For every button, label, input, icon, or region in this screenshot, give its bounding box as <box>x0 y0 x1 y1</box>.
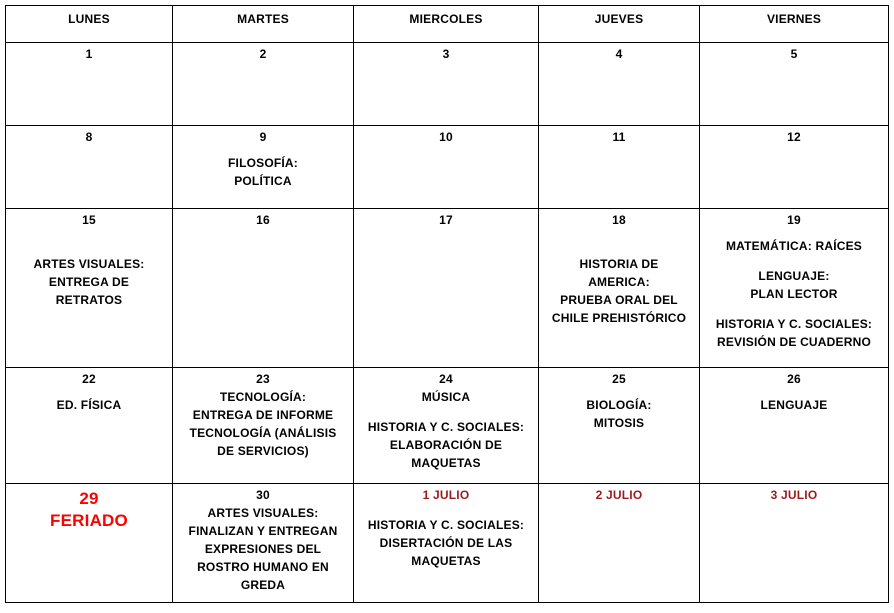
day-number: 15 <box>82 213 96 227</box>
day-cell <box>354 484 539 603</box>
event-line: FINALIZAN Y ENTREGAN <box>188 524 338 538</box>
day-cell <box>700 126 889 209</box>
event-line: DISERTACIÓN DE LAS <box>379 536 513 550</box>
day-number: 9 <box>259 130 267 144</box>
day-cell <box>354 209 539 368</box>
week-row <box>6 484 889 603</box>
day-number: 22 <box>82 372 96 386</box>
event-line: HISTORIA DE <box>579 257 659 271</box>
event-line: MITOSIS <box>593 416 645 430</box>
day-cell <box>700 368 889 484</box>
event-line: RETRATOS <box>55 293 123 307</box>
holiday-day-number: 29 <box>79 489 99 508</box>
event-line: ENTREGA DE INFORME <box>192 408 334 422</box>
event-line: HISTORIA Y C. SOCIALES: <box>715 317 873 331</box>
day-number-next-month: 2 JULIO <box>595 488 643 502</box>
event-line: MAQUETAS <box>411 456 481 470</box>
calendar-table <box>5 5 889 603</box>
event-line: ENTREGA DE <box>48 275 130 289</box>
day-cell <box>354 43 539 126</box>
day-number: 1 <box>85 47 93 61</box>
day-cell <box>539 43 700 126</box>
event-line: ARTES VISUALES: <box>33 257 145 271</box>
day-cell <box>700 484 889 603</box>
day-cell <box>173 126 354 209</box>
day-cell-holiday <box>6 484 173 603</box>
event-line: ED. FÍSICA <box>56 398 122 412</box>
day-cell <box>6 126 173 209</box>
event-line: POLÍTICA <box>234 174 292 188</box>
header-miercoles: MIERCOLES <box>354 6 539 43</box>
event-line: REVISIÓN DE CUADERNO <box>716 335 872 349</box>
day-number: 12 <box>787 130 801 144</box>
day-number: 10 <box>439 130 453 144</box>
day-number: 17 <box>439 213 453 227</box>
day-number: 25 <box>612 372 626 386</box>
event-line: MÚSICA <box>421 390 471 404</box>
day-cell <box>6 368 173 484</box>
day-number: 24 <box>439 372 453 386</box>
header-jueves: JUEVES <box>539 6 700 43</box>
day-cell <box>539 209 700 368</box>
week-row <box>6 126 889 209</box>
day-cell <box>700 43 889 126</box>
day-number: 4 <box>615 47 623 61</box>
event-line: PLAN LECTOR <box>750 287 838 301</box>
week-row <box>6 209 889 368</box>
event-line: TECNOLOGÍA (ANÁLISIS <box>189 426 337 440</box>
day-cell <box>700 209 889 368</box>
day-cell <box>539 368 700 484</box>
day-number: 19 <box>787 213 801 227</box>
day-number: 2 <box>259 47 267 61</box>
day-cell <box>6 209 173 368</box>
header-lunes: LUNES <box>6 6 173 43</box>
event-line: ELABORACIÓN DE <box>389 438 503 452</box>
header-row <box>6 6 889 43</box>
event-line: DE SERVICIOS) <box>217 444 309 458</box>
day-number: 16 <box>256 213 270 227</box>
event-line: MAQUETAS <box>411 554 481 568</box>
event-line: FILOSOFÍA: <box>228 156 298 170</box>
day-number: 5 <box>790 47 798 61</box>
day-number-next-month: 1 JULIO <box>422 488 470 502</box>
event-line: LENGUAJE: <box>758 269 830 283</box>
day-number: 18 <box>612 213 626 227</box>
day-number: 3 <box>442 47 450 61</box>
day-number: 26 <box>787 372 801 386</box>
day-cell <box>173 484 354 603</box>
day-number-next-month: 3 JULIO <box>770 488 818 502</box>
event-line: BIOLOGÍA: <box>586 398 652 412</box>
event-line: HISTORIA Y C. SOCIALES: <box>367 420 525 434</box>
day-cell <box>354 126 539 209</box>
week-row <box>6 368 889 484</box>
event-line: CHILE PREHISTÓRICO <box>551 311 687 325</box>
holiday-label: FERIADO <box>50 511 128 530</box>
event-line: GREDA <box>240 578 286 592</box>
day-cell <box>173 368 354 484</box>
day-number: 23 <box>256 372 270 386</box>
event-line: PRUEBA ORAL DEL <box>560 293 678 307</box>
day-cell <box>354 368 539 484</box>
event-line: ARTES VISUALES: <box>207 506 319 520</box>
event-line: ROSTRO HUMANO EN <box>197 560 329 574</box>
event-line: HISTORIA Y C. SOCIALES: <box>367 518 525 532</box>
week-row <box>6 43 889 126</box>
day-cell <box>173 43 354 126</box>
day-cell <box>173 209 354 368</box>
event-line: EXPRESIONES DEL <box>204 542 322 556</box>
header-viernes: VIERNES <box>700 6 889 43</box>
day-cell <box>6 43 173 126</box>
event-line: MATEMÁTICA: RAÍCES <box>725 239 863 253</box>
event-line: TECNOLOGÍA: <box>219 390 307 404</box>
day-number: 30 <box>256 488 270 502</box>
day-number: 11 <box>612 130 626 144</box>
header-martes: MARTES <box>173 6 354 43</box>
day-cell <box>539 484 700 603</box>
day-number: 8 <box>85 130 93 144</box>
event-line: LENGUAJE <box>760 398 828 412</box>
day-cell <box>539 126 700 209</box>
event-line: AMERICA: <box>588 275 650 289</box>
